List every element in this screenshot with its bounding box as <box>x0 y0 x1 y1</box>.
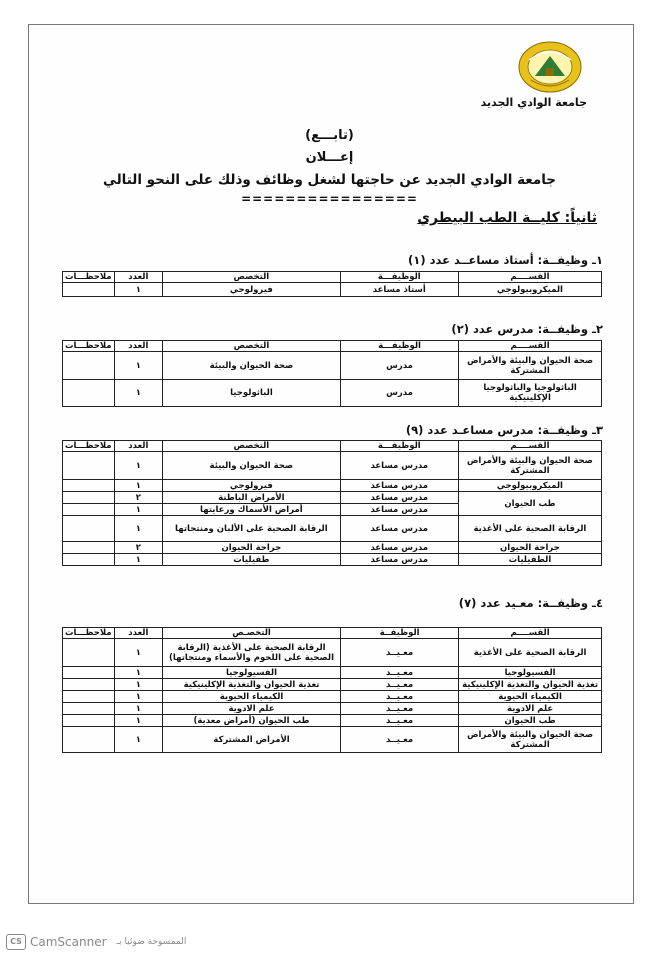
cell-job: معـيــد <box>341 639 459 667</box>
cell-dept: تغذية الحيوان والتغذية الإكلينيكية <box>459 679 602 691</box>
cell-spec: الأمراض المشتركة <box>163 727 341 753</box>
cell-spec: الكيمياء الحيوية <box>163 691 341 703</box>
table-row <box>63 542 602 554</box>
cell-job: معـيــد <box>341 679 459 691</box>
cell-spec: الرقابة الصحية على الألبان ومنتجاتها <box>163 516 341 542</box>
table-row <box>63 727 602 753</box>
university-name: جامعة الوادي الجديد <box>480 96 587 109</box>
table-header-row <box>63 441 602 452</box>
cell-count: ١ <box>114 715 162 727</box>
cell-spec: فيرولوجي <box>163 283 341 297</box>
scanned-by-label: الممسوحة ضوئيا بـ <box>116 937 187 947</box>
header-spec: التخصص <box>163 341 341 352</box>
cell-notes <box>63 703 115 715</box>
header-notes: ملاحظـــات <box>63 341 115 352</box>
cell-spec: طب الحيوان (أمراض معدية) <box>163 715 341 727</box>
cell-dept: الفسيولوجيا <box>459 667 602 679</box>
cell-job: مدرس مساعد <box>340 504 458 516</box>
cell-dept: صحة الحيوان والبيئة والأمراض المشتركة <box>459 727 602 753</box>
table-header-row <box>63 272 602 283</box>
cell-job: مدرس مساعد <box>340 516 458 542</box>
cell-notes <box>63 727 115 753</box>
header-job: الوظيفــة <box>341 628 459 639</box>
cell-spec: صحة الحيوان والبيئة <box>163 352 341 380</box>
cell-notes <box>63 480 115 492</box>
jobs-table-1 <box>62 271 602 297</box>
table-row <box>63 283 602 297</box>
cell-job: معـيــد <box>341 715 459 727</box>
cell-job: مدرس <box>340 352 458 380</box>
header-notes: ملاحظـــات <box>63 272 115 283</box>
section-title: ٢ـ وظيفــة: مدرس عدد (٢) <box>451 322 603 336</box>
faculty-title: ثانياً: كليــة الطب البيطري <box>417 210 597 226</box>
header-job: الوظيفـــة <box>340 272 458 283</box>
cell-count: ١ <box>114 516 162 542</box>
cell-dept: الرقابة الصحية على الأغذية <box>458 516 601 542</box>
cell-spec: الرقابة الصحية على الأغذية (الرقابة الصحية على اللحوم والأسماء ومنتجاتها) <box>163 639 341 667</box>
header-count: العدد <box>114 272 162 283</box>
cell-spec: علم الادوية <box>163 703 341 715</box>
cell-notes <box>63 542 115 554</box>
cell-dept: الطفيليات <box>458 554 601 566</box>
cell-job: أستاذ مساعد <box>340 283 458 297</box>
cell-count: ٢ <box>114 492 162 504</box>
cell-dept: الرقابة الصحية على الأغذية <box>459 639 602 667</box>
announcement-intro: جامعة الوادي الجديد عن حاجتها لشغل وظائف وذلك على النحو التالي <box>102 172 557 188</box>
cell-job: مدرس مساعد <box>340 492 458 504</box>
cell-dept: الميكروبيولوجي <box>458 480 601 492</box>
cell-notes <box>63 691 115 703</box>
header-count: العدد <box>114 341 162 352</box>
cell-job: معـيــد <box>341 667 459 679</box>
header-spec: التخصـص <box>163 628 341 639</box>
header-count: العدد <box>114 628 162 639</box>
cell-notes <box>63 283 115 297</box>
header-dept: القســــم <box>458 272 601 283</box>
table-row <box>63 452 602 480</box>
cell-spec: أمراض الأسماك ورعايتها <box>163 504 341 516</box>
cell-job: معـيــد <box>341 691 459 703</box>
cell-count: ١ <box>114 667 162 679</box>
table-header-row <box>63 628 602 639</box>
table-row <box>63 679 602 691</box>
cell-dept: الباثولوجيا والباثولوجيا الإكلينيكية <box>459 380 602 407</box>
cell-notes <box>63 715 115 727</box>
cell-notes <box>63 352 115 380</box>
table-row <box>63 554 602 566</box>
cell-dept: الميكروبيولوجي <box>458 283 601 297</box>
cell-count: ١ <box>114 703 162 715</box>
table-row <box>63 703 602 715</box>
table-row <box>63 480 602 492</box>
cell-count: ١ <box>114 639 162 667</box>
section-title: ١ـ وظيفــة: أستاذ مساعــد عدد (١) <box>408 253 603 267</box>
announcement-title: إعـــلان <box>305 150 354 165</box>
cell-spec: الباثولوجيا <box>163 380 341 407</box>
cell-dept: جراحة الحيوان <box>458 542 601 554</box>
cell-notes <box>63 639 115 667</box>
table-row <box>63 516 602 542</box>
section-title: ٣ـ وظيفــة: مدرس مساعـد عدد (٩) <box>405 423 603 437</box>
cell-dept: صحة الحيوان والبيئة والأمراض المشتركة <box>458 452 601 480</box>
cell-spec: جراحة الحيوان <box>163 542 341 554</box>
cell-spec: الفسيولوجيا <box>163 667 341 679</box>
scanner-watermark <box>6 934 186 950</box>
cell-job: مدرس مساعد <box>340 554 458 566</box>
cell-job: مدرس مساعد <box>340 480 458 492</box>
cell-job: معـيــد <box>341 703 459 715</box>
header-dept: القســــم <box>459 628 602 639</box>
cell-dept: صحة الحيوان والبيئة والأمراض المشتركة <box>459 352 602 380</box>
table-header-row <box>63 341 602 352</box>
cell-count: ١ <box>114 691 162 703</box>
table-row <box>63 691 602 703</box>
cell-notes <box>63 679 115 691</box>
cell-dept: طب الحيوان <box>459 715 602 727</box>
camscanner-brand: CamScanner <box>30 935 107 949</box>
cell-count: ١ <box>114 504 162 516</box>
header-dept: القســــم <box>458 441 601 452</box>
header-dept: القســــم <box>459 341 602 352</box>
cell-count: ١ <box>114 727 162 753</box>
table-row <box>63 715 602 727</box>
table-row <box>63 352 602 380</box>
cell-count: ١ <box>114 480 162 492</box>
cell-spec: تغذية الحيوان والتغذية الإكلينيكية <box>163 679 341 691</box>
cell-notes <box>63 452 115 480</box>
cell-job: معـيــد <box>341 727 459 753</box>
cell-notes <box>63 516 115 542</box>
jobs-table-4 <box>62 627 602 753</box>
header-notes: ملاحظـــات <box>63 441 115 452</box>
cell-job: مدرس مساعد <box>340 452 458 480</box>
cell-count: ١ <box>114 352 162 380</box>
cell-notes <box>63 554 115 566</box>
cell-notes <box>63 380 115 407</box>
cell-notes <box>63 504 115 516</box>
cell-count: ٢ <box>114 542 162 554</box>
cell-dept: طب الحيوان <box>458 492 601 516</box>
cell-dept: الكيمياء الحيوية <box>459 691 602 703</box>
table-row <box>63 667 602 679</box>
cell-count: ١ <box>114 679 162 691</box>
header-job: الوظيفـــة <box>340 341 458 352</box>
cell-notes <box>63 667 115 679</box>
cell-count: ١ <box>114 283 162 297</box>
university-logo-icon <box>517 40 583 94</box>
camscanner-icon: CS <box>6 934 26 950</box>
table-row <box>63 639 602 667</box>
cell-spec: فيرولوجي <box>163 480 341 492</box>
section-title: ٤ـ وظيفــة: معـيد عدد (٧) <box>458 596 603 610</box>
cell-count: ١ <box>114 554 162 566</box>
cell-count: ١ <box>114 452 162 480</box>
cell-job: مدرس مساعد <box>340 542 458 554</box>
cell-count: ١ <box>114 380 162 407</box>
jobs-table-2 <box>62 340 602 407</box>
header-job: الوظيفـــة <box>340 441 458 452</box>
jobs-table-3 <box>62 440 602 566</box>
header-spec: التخصص <box>163 441 341 452</box>
continued-label: (تابـــع) <box>305 128 354 143</box>
table-row <box>63 380 602 407</box>
cell-spec: صحة الحيوان والبيئة <box>163 452 341 480</box>
header-spec: التخصص <box>163 272 341 283</box>
cell-dept: علم الادوية <box>459 703 602 715</box>
cell-spec: الأمراض الباطنة <box>163 492 341 504</box>
cell-notes <box>63 492 115 504</box>
cell-job: مدرس <box>340 380 458 407</box>
cell-spec: طفيليات <box>163 554 341 566</box>
table-row <box>63 492 602 504</box>
separator-rule: ================ <box>241 192 418 206</box>
header-notes: ملاحظـــات <box>63 628 115 639</box>
header-count: العدد <box>114 441 162 452</box>
